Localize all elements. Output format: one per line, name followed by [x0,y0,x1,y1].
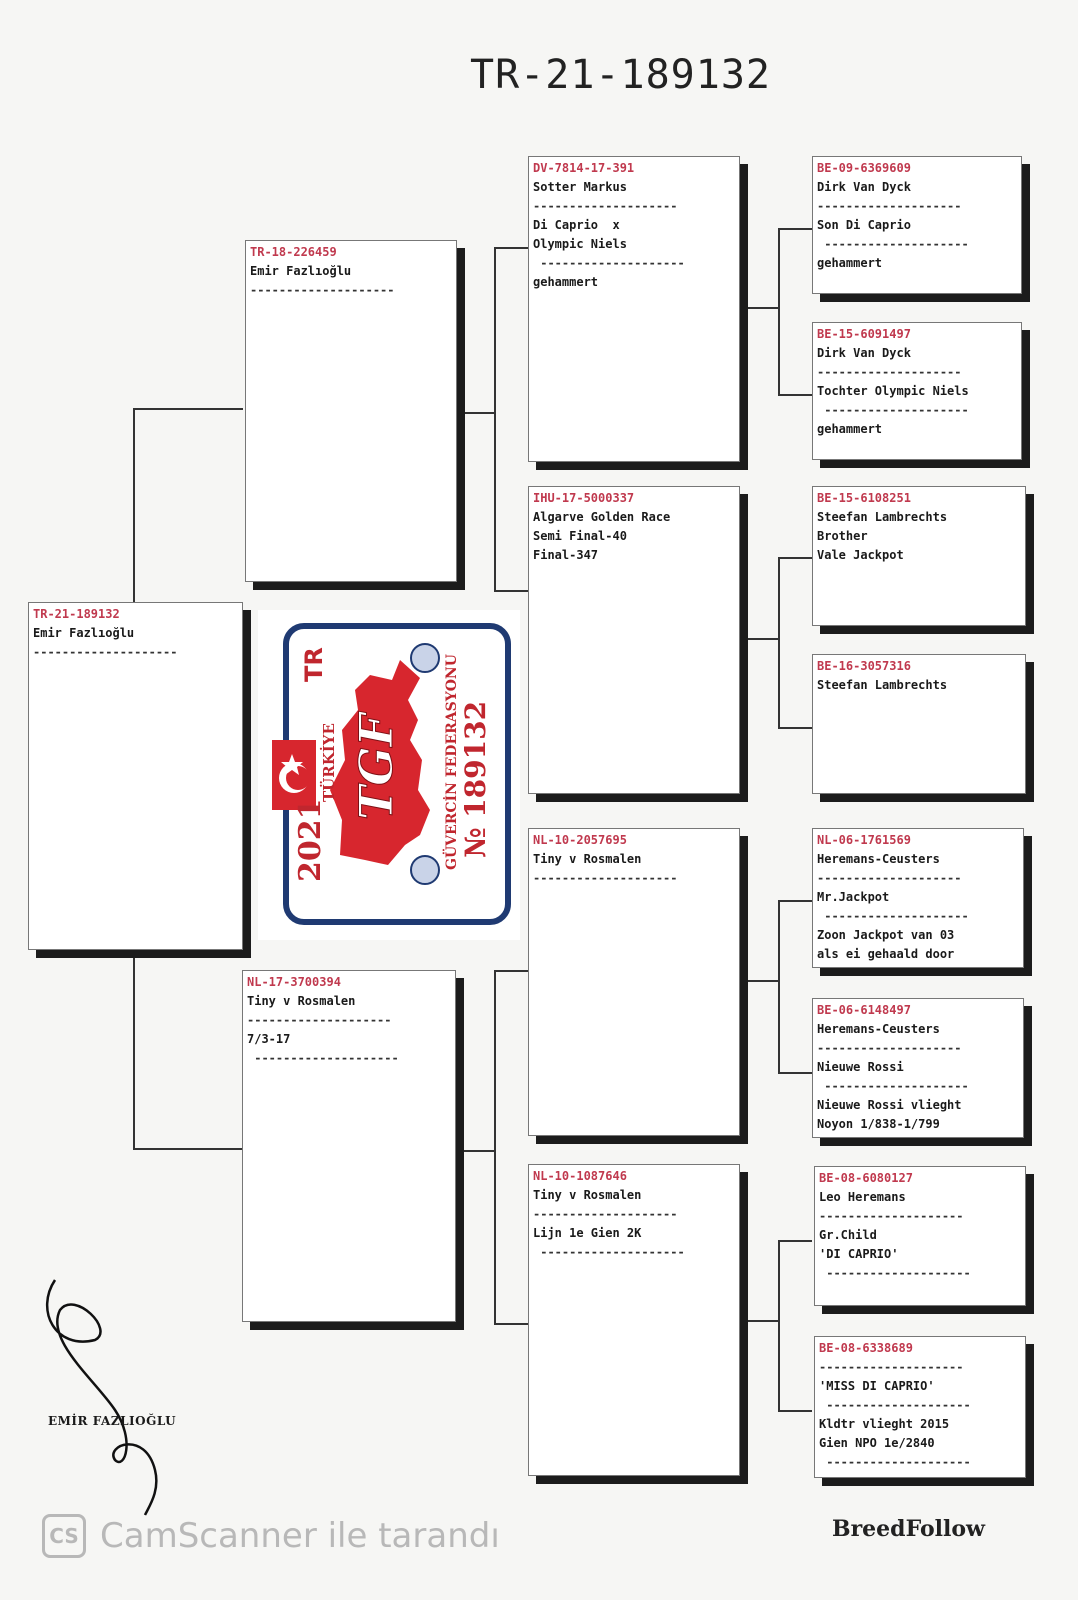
connector [748,638,780,640]
connector [778,1410,812,1412]
pedigree-line: Nieuwe Rossi [817,1060,904,1074]
pigeon-badge-icon [411,644,439,672]
pedigree-card-ssd [812,322,1022,460]
ring-number: BE-08-6338689 [819,1341,913,1355]
connector [133,1148,243,1150]
connector [778,1240,812,1242]
pedigree-line: Semi Final-40 [533,529,627,543]
pedigree-line: Kldtr vlieght 2015 [819,1417,950,1431]
pedigree-card-subject [28,602,243,950]
pedigree-line: 7/3-17 [247,1032,291,1046]
pedigree-line: Zoon Jackpot van 03 [817,928,955,942]
pedigree-card-dam-dam [528,1164,740,1476]
watermark-text: CamScanner ile tarandı [100,1516,500,1556]
pedigree-line: Algarve Golden Race [533,510,671,524]
connector [494,247,496,592]
pedigree-line: als ei gehaald door [817,947,955,961]
connector [494,1323,528,1325]
ring-number: BE-16-3057316 [817,659,911,673]
ring-number: TR-18-226459 [250,245,337,259]
pedigree-line: Emir Fazlıoğlu [250,264,352,278]
pedigree-line: Steefan Lambrechts [817,510,948,524]
logo-number: № 189132 [459,700,492,858]
pedigree-line: Son Di Caprio [817,218,911,232]
connector [494,247,528,249]
pedigree-line: Gr.Child [819,1228,877,1242]
divider: -------------------- [819,1398,971,1412]
divider: -------------------- [819,1360,964,1374]
divider: -------------------- [533,1245,685,1259]
connector [778,557,780,729]
connector [778,228,812,230]
signature-name: EMİR FAZLIOĞLU [48,1414,177,1428]
divider: -------------------- [533,871,678,885]
ring-number: BE-15-6091497 [817,327,911,341]
connector [748,307,780,309]
pedigree-line: Noyon 1/838-1/799 [817,1117,940,1131]
pedigree-card-sire-dam [528,486,740,794]
pedigree-line: Tiny v Rosmalen [533,1188,642,1202]
ring-number: TR-21-189132 [33,607,120,621]
ring-number: NL-17-3700394 [247,975,341,989]
pedigree-line: Tochter Olympic Niels [817,384,969,398]
ring-number: NL-10-2057695 [533,833,627,847]
connector [778,394,812,396]
pedigree-card-ddd [814,1336,1026,1478]
divider: -------------------- [817,403,969,417]
ring-number: NL-06-1761569 [817,833,911,847]
logo-country-code: TR [300,647,328,682]
pedigree-title: TR-21-189132 [470,52,771,98]
pedigree-line: Tiny v Rosmalen [247,994,356,1008]
pedigree-card-dam-sire [528,828,740,1136]
pedigree-line: Dirk Van Dyck [817,180,911,194]
divider: -------------------- [250,283,395,297]
logo-federation: GÜVERCİN FEDERASYONU [444,654,460,870]
connector [778,1072,812,1074]
pedigree-line: gehammert [817,422,883,436]
pedigree-line: Heremans-Ceusters [817,852,940,866]
ring-number: DV-7814-17-391 [533,161,635,175]
pedigree-card-sire-sire [528,156,740,462]
camscanner-watermark [42,1512,500,1560]
breedfollow-brand: BreedFollow [832,1516,985,1542]
divider: -------------------- [817,909,969,923]
connector [458,1150,496,1152]
divider: -------------------- [247,1051,399,1065]
ring-number: BE-09-6369609 [817,161,911,175]
pedigree-line: Sotter Markus [533,180,627,194]
divider: -------------------- [33,645,178,659]
connector [133,408,243,410]
pedigree-line: gehammert [533,275,599,289]
divider: -------------------- [819,1209,964,1223]
connector [778,557,812,559]
divider: -------------------- [819,1266,971,1280]
connector [494,970,496,1325]
connector [458,412,496,414]
pedigree-line: Di Caprio x [533,218,620,232]
ring-number: BE-08-6080127 [819,1171,913,1185]
pedigree-line: Steefan Lambrechts [817,678,948,692]
pedigree-card-sire [245,240,457,582]
divider: -------------------- [819,1455,971,1469]
divider: -------------------- [247,1013,392,1027]
pedigree-line: Brother [817,529,868,543]
pedigree-line: Vale Jackpot [817,548,904,562]
pedigree-card-dsd [812,998,1024,1138]
divider: -------------------- [817,1079,969,1093]
pedigree-card-sdd [812,654,1026,794]
divider: -------------------- [817,871,962,885]
pedigree-line: 'MISS DI CAPRIO' [819,1379,935,1393]
camscanner-icon: CS [42,1514,86,1558]
logo-country-name: TÜRKİYE [320,723,338,802]
pedigree-card-sss [812,156,1022,294]
pedigree-card-dds [814,1166,1026,1306]
connector [778,900,812,902]
connector [748,1320,780,1322]
pedigree-card-dss [812,828,1024,968]
pedigree-line: Tiny v Rosmalen [533,852,642,866]
pedigree-line: Nieuwe Rossi vlieght [817,1098,962,1112]
pigeon-badge-icon [411,856,439,884]
pedigree-card-dam [242,970,456,1322]
divider: -------------------- [533,199,678,213]
pedigree-line: gehammert [817,256,883,270]
pedigree-line: Emir Fazlıoğlu [33,626,135,640]
divider: -------------------- [533,1207,678,1221]
divider: -------------------- [817,237,969,251]
logo-year: 2021 [293,798,328,882]
connector [778,727,812,729]
divider: -------------------- [817,1041,962,1055]
pedigree-line: Mr.Jackpot [817,890,890,904]
connector [494,590,528,592]
pedigree-line: Final-347 [533,548,599,562]
divider: -------------------- [817,199,962,213]
tgf-logo [270,620,515,930]
pedigree-line: Leo Heremans [819,1190,906,1204]
pedigree-card-sds [812,486,1026,626]
connector [133,408,135,604]
ring-number: NL-10-1087646 [533,1169,627,1183]
pedigree-line: Olympic Niels [533,237,627,251]
pedigree-line: 'DI CAPRIO' [819,1247,899,1261]
pedigree-line: Heremans-Ceusters [817,1022,940,1036]
ring-number: BE-06-6148497 [817,1003,911,1017]
connector [748,980,780,982]
connector [494,970,528,972]
ring-number: IHU-17-5000337 [533,491,635,505]
logo-brand: TGF [349,713,403,820]
divider: -------------------- [817,365,962,379]
signature [35,1270,185,1520]
ring-number: BE-15-6108251 [817,491,911,505]
pedigree-line: Dirk Van Dyck [817,346,911,360]
connector [133,948,135,1150]
pedigree-line: Gien NPO 1e/2840 [819,1436,935,1450]
pedigree-line: Lijn 1e Gien 2K [533,1226,642,1240]
connector [778,228,780,396]
divider: -------------------- [533,256,685,270]
connector [778,1240,780,1412]
connector [778,900,780,1074]
